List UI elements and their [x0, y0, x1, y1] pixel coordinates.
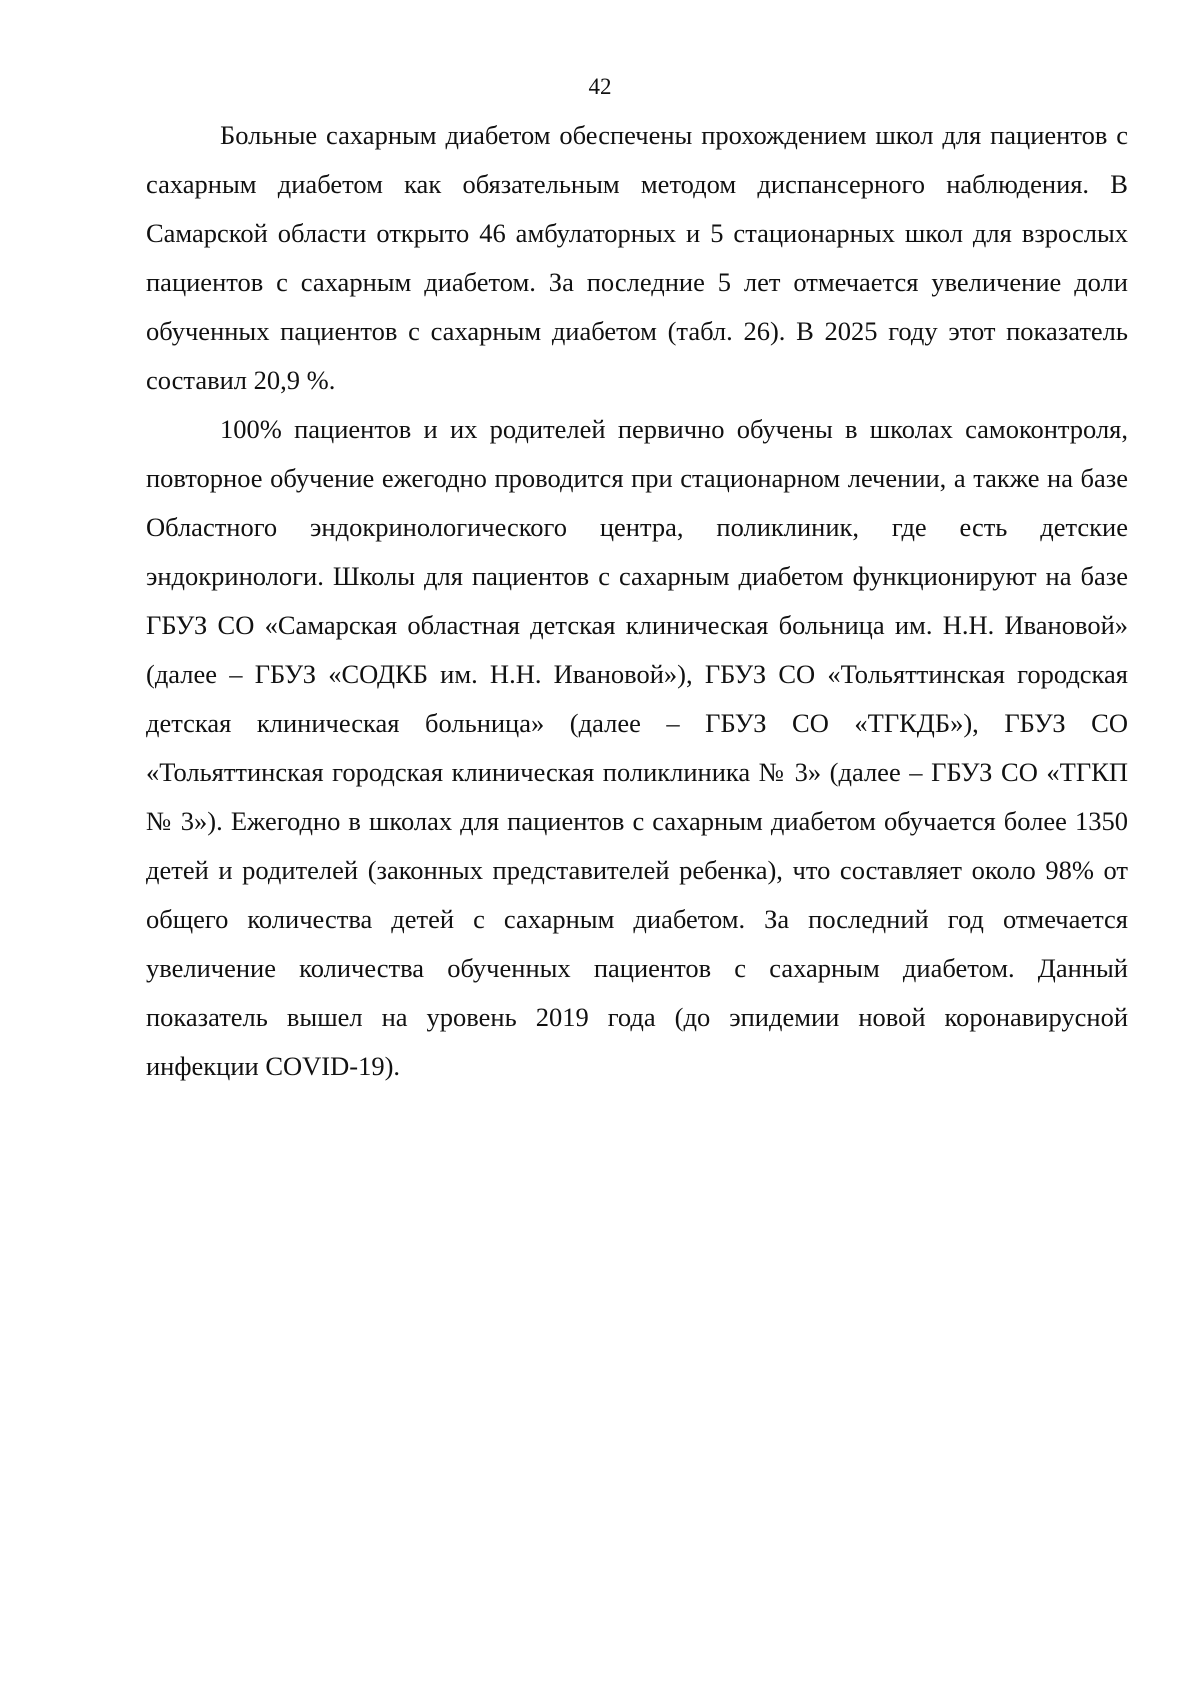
document-body [146, 111, 1128, 1091]
page-number: 42 [588, 74, 612, 99]
paragraph-diabetes-schools-adults: Больные сахарным диабетом обеспечены прохождением школ для пациентов с сахарным диабетом как обязательным методом диспансерного наблюдения. В Самарской области открыто 46 амбулаторных и 5 стационарных школ для взрослых пациентов с сахарным диабетом. За последние 5 лет отмечается увеличение доли обученных пациентов с сахарным диабетом (табл. 26). В 2025 году этот показатель составил 20,9 %. [146, 120, 1128, 395]
paragraph-diabetes-schools-children: 100% пациентов и их родителей первично обучены в школах самоконтроля, повторное обучение ежегодно проводится при стационарном лечении, а также на базе Областного эндокринологического центра, поликлиник, где есть детские эндокринологи. Школы для пациентов с сахарным диабетом функционируют на базе ГБУЗ СО «Самарская областная детская клиническая больница им. Н.Н. Ивановой» (далее – ГБУЗ «СОДКБ им. Н.Н. Ивановой»), ГБУЗ СО «Тольяттинская городская детская клиническая больница» (далее – ГБУЗ СО «ТГКДБ»), ГБУЗ СО «Тольяттинская городская клиническая поликлиника № 3» (далее – ГБУЗ СО «ТГКП № 3»). Ежегодно в школах для пациентов с сахарным диабетом обучается более 1350 детей и родителей (законных представителей ребенка), что составляет около 98% от общего количества детей с сахарным диабетом. За последний год отмечается увеличение количества обученных пациентов с сахарным диабетом. Данный показатель вышел на уровень 2019 года (до эпидемии новой коронавирусной инфекции COVID-19). [146, 414, 1128, 1081]
